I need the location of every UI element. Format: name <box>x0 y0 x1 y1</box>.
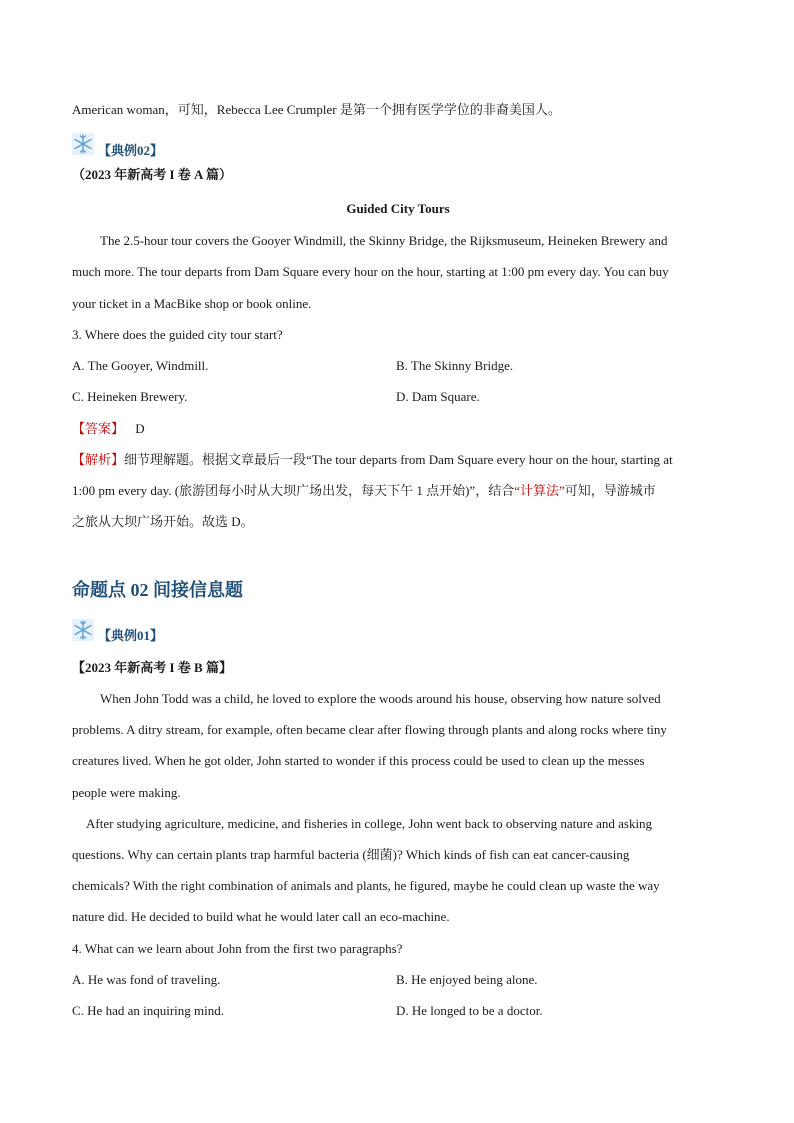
option-d: D. Dam Square. <box>396 389 480 404</box>
question: 4. What can we learn about John from the first two paragraphs? <box>72 941 403 956</box>
passage-title: Guided City Tours <box>346 201 450 216</box>
analysis-text: 之旅从大坝广场开始。故选 D。 <box>72 514 254 529</box>
passage-line: people were making. <box>72 785 181 800</box>
passage-line: The 2.5-hour tour covers the Gooyer Windmill, the Skinny Bridge, the Rijksmuseum, Heineken Brewery and <box>100 233 668 248</box>
analysis-row <box>72 450 673 470</box>
passage-line: When John Todd was a child, he loved to explore the woods around his house, observing how nature solved <box>100 691 661 706</box>
example-source: （2023 年新高考 I 卷 A 篇） <box>72 167 232 182</box>
answer-row <box>72 419 145 439</box>
example-tag: 【典例02】 <box>98 143 164 158</box>
section-heading: 命题点 02 间接信息题 <box>72 580 243 600</box>
passage-line: nature did. He decided to build what he would later call an eco-machine. <box>72 909 450 924</box>
option-c: C. He had an inquiring mind. <box>72 1003 225 1018</box>
option-d: D. He longed to be a doctor. <box>396 1003 543 1018</box>
question: 3. Where does the guided city tour start? <box>72 327 283 342</box>
analysis-highlight: “计算法” <box>514 483 565 498</box>
passage-line: your ticket in a MacBike shop or book online. <box>72 296 312 311</box>
intro-line: American woman，可知，Rebecca Lee Crumpler 是第一个拥有医学学位的非裔美国人。 <box>72 102 561 117</box>
analysis-text: 可知，导游城市 <box>564 483 656 498</box>
option-c: C. Heineken Brewery. <box>72 389 188 404</box>
snowflake-icon <box>72 619 94 641</box>
option-a: A. The Gooyer, Windmill. <box>72 358 209 373</box>
passage-line: creatures lived. When he got older, John started to wonder if this process could be used to clean up the messes <box>72 753 645 768</box>
passage-line: much more. The tour departs from Dam Square every hour on the hour, starting at 1:00 pm every day. You can buy <box>72 264 669 279</box>
passage-line: After studying agriculture, medicine, and fisheries in college, John went back to observing nature and asking <box>86 816 653 831</box>
option-b: B. The Skinny Bridge. <box>396 358 514 373</box>
analysis-row <box>72 481 656 501</box>
example-tag: 【典例01】 <box>98 628 164 643</box>
analysis-label: 【解析】 <box>72 452 125 467</box>
snowflake-icon <box>72 133 94 155</box>
option-a: A. He was fond of traveling. <box>72 972 221 987</box>
answer-label: 【答案】 <box>72 421 125 436</box>
passage-line: problems. A ditry stream, for example, often became clear after flowing through plants and along rocks where tiny <box>72 722 667 737</box>
analysis-text: 细节理解题。根据文章最后一段“The tour departs from Dam Square every hour on the hour, starting at <box>124 452 673 467</box>
example-source: 【2023 年新高考 I 卷 B 篇】 <box>72 660 232 675</box>
passage-line: chemicals? With the right combination of animals and plants, he figured, maybe he could clean up waste the way <box>72 878 660 893</box>
analysis-text: 1:00 pm every day. (旅游团每小时从大坝广场出发，每天下午 1 点开始)”，结合 <box>72 483 515 498</box>
answer-value: D <box>135 421 145 436</box>
option-b: B. He enjoyed being alone. <box>396 972 538 987</box>
passage-line: questions. Why can certain plants trap harmful bacteria (细菌)? Which kinds of fish can eat cancer-causing <box>72 847 630 862</box>
